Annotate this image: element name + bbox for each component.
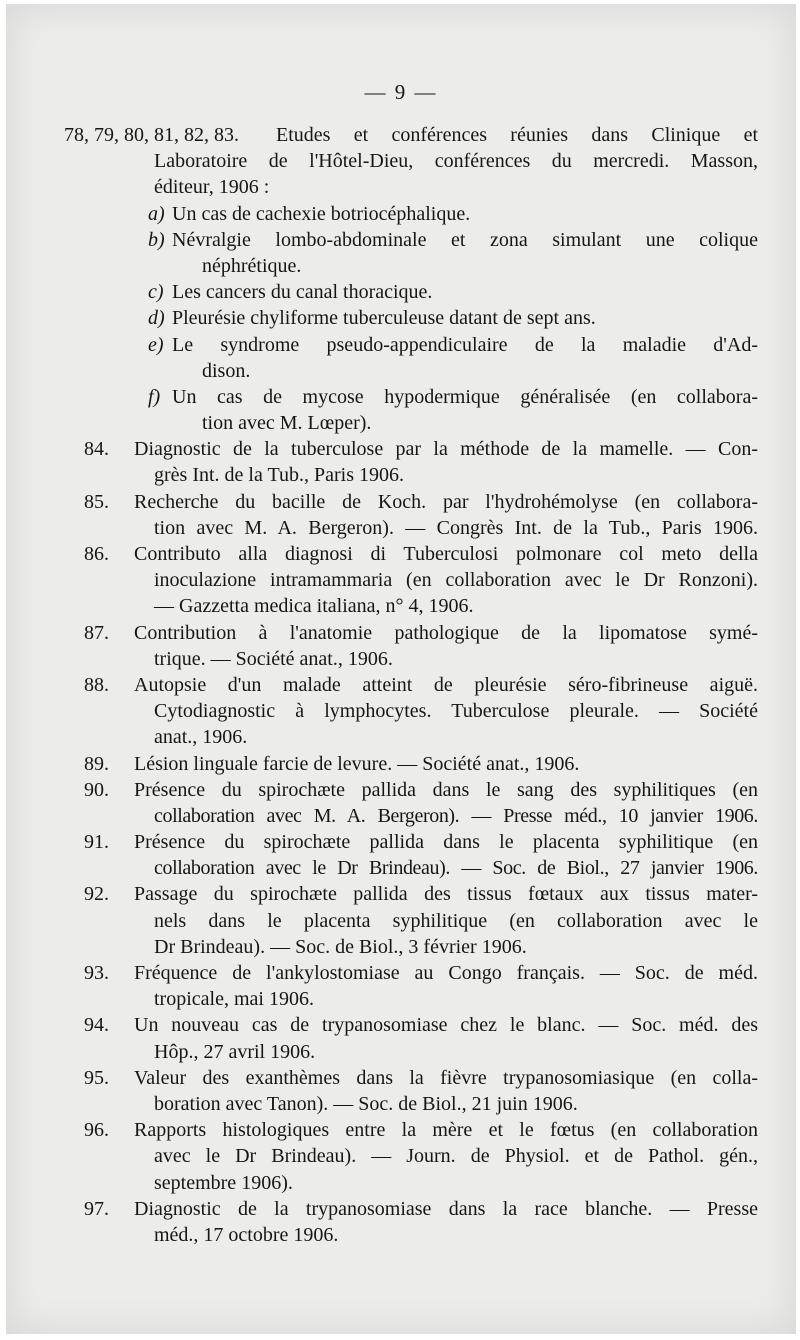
sub-item-line: dison. [202,359,251,382]
bibliography-entry [6,881,796,960]
entry-number: 88. [84,673,109,696]
bibliography-entry [6,1012,796,1064]
entry-number: 91. [84,831,109,854]
bibliography-entry [6,436,796,488]
entry-line: boration avec Tanon). — Soc. de Biol., 21 juin 1906. [154,1092,578,1115]
entry-line: Valeur des exanthèmes dans la fièvre trypanosomiasique (en colla- [134,1066,758,1089]
sub-item-label: c) [148,281,164,304]
entry-line: Passage du spirochæte pallida des tissus fœtaux aux tissus mater- [134,883,758,906]
entry-line: septembre 1906). [154,1171,293,1194]
entry-line: Laboratoire de l'Hôtel-Dieu, conférences du mercredi. Masson, [154,150,758,173]
entry-line: Diagnostic de la trypanosomiase dans la race blanche. — Presse [134,1197,758,1220]
entry-line: — Gazzetta medica italiana, n° 4, 1906. [154,595,474,618]
bibliography-entry [6,489,796,541]
bibliography-entry [6,1117,796,1196]
entry-number: 86. [84,543,109,565]
entry-number: 84. [84,438,109,461]
bibliography-entry [6,541,796,620]
entry-line: inoculazione intramammaria (en collaboration avec le Dr Ronzoni). [154,569,758,592]
entry-line: Recherche du bacille de Koch. par l'hydrohémolyse (en collabora- [134,490,758,513]
entry-line: avec le Dr Brindeau). — Journ. de Physiol. et de Pathol. gén., [154,1145,758,1168]
entry-line: nels dans le placenta syphilitique (en collaboration avec le [154,909,758,932]
bibliography-entry [6,829,796,881]
sub-item-line: Névralgie lombo-abdominale et zona simulant une colique [172,228,758,251]
bibliography-entry [6,777,796,829]
sub-item-label: b) [148,228,165,251]
sub-item-line: Le syndrome pseudo-appendiculaire de la maladie d'Ad- [172,333,758,356]
sub-item [148,332,758,384]
entry-line: Présence du spirochæte pallida dans le placenta syphilitique (en [134,831,758,854]
entry-line: grès Int. de la Tub., Paris 1906. [154,464,404,487]
entry-line: Présence du spirochæte pallida dans le sang des syphilitiques (en [134,778,758,801]
entry-line: Diagnostic de la tuberculose par la méthode de la mamelle. — Con- [134,438,758,461]
bibliography-entry [6,620,796,672]
entry-line: éditeur, 1906 : [154,176,270,199]
entry-line: collaboration avec le Dr Brindeau). — Soc. de Biol., 27 janvier 1906. [154,857,758,880]
bibliography-entry [6,1196,796,1248]
book-page [6,4,796,1334]
bibliography-entry [6,672,796,751]
sub-item-label: e) [148,333,164,356]
sub-item-line: tion avec M. Lœper). [202,412,372,435]
entry-number: 92. [84,883,109,906]
sub-item-label: f) [148,385,161,408]
entry-number: 89. [84,752,109,775]
entry-number: 90. [84,778,109,801]
sub-item-line: Pleurésie chyliforme tuberculeuse datant de sept ans. [172,307,596,330]
bibliography-list [6,122,796,1248]
bibliography-entry [6,751,796,777]
sub-item [148,279,758,305]
entry-line: Cytodiagnostic à lymphocytes. Tuberculose pleurale. — Société [154,700,758,723]
sub-item-label: d) [148,307,165,330]
entry-number: 96. [84,1119,109,1142]
sub-item [148,305,758,331]
entry-number: 93. [84,962,109,984]
sub-item-line: néphrétique. [202,254,302,277]
entry-line: Fréquence de l'ankylostomiase au Congo français. — Soc. de méd. [134,962,758,984]
entry-line: Un nouveau cas de trypanosomiase chez le blanc. — Soc. méd. des [134,1014,758,1037]
bibliography-entry [6,122,796,436]
entry-line: tropicale, mai 1906. [154,988,314,1011]
bibliography-entry [6,1065,796,1117]
page-number: — 9 — [364,80,438,104]
entry-line: trique. — Société anat., 1906. [154,647,393,670]
entry-number: 95. [84,1066,109,1089]
entry-line: tion avec M. A. Bergeron). — Congrès Int. de la Tub., Paris 1906. [154,516,758,539]
entry-line: collaboration avec M. A. Bergeron). — Presse méd., 10 janvier 1906. [154,804,758,827]
entry-line: Contribution à l'anatomie pathologique de la lipomatose symé- [134,621,758,644]
entry-line: Contributo alla diagnosi di Tuberculosi polmonare col meto della [134,543,758,565]
sub-item-line: Un cas de mycose hypodermique généralisée (en collabora- [172,385,758,408]
entry-line: anat., 1906. [154,726,248,749]
entry-line: Rapports histologiques entre la mère et le fœtus (en collaboration [134,1119,758,1142]
entry-line: Hôp., 27 avril 1906. [154,1040,316,1063]
entry-number: 97. [84,1197,109,1220]
entry-line: Lésion linguale farcie de levure. — Société anat., 1906. [134,752,580,775]
bibliography-entry [6,960,796,1012]
sub-item-line: Les cancers du canal thoracique. [172,281,433,304]
entry-number: 85. [84,490,109,513]
entry-number: 78, 79, 80, 81, 82, 83. [64,124,239,146]
sub-item [148,384,758,436]
entry-number: 94. [84,1014,109,1037]
entry-line: méd., 17 octobre 1906. [154,1223,339,1246]
sub-item-label: a) [148,202,165,225]
sub-item [148,201,758,227]
entry-line: Autopsie d'un malade atteint de pleurésie séro-fibrineuse aiguë. [134,673,758,696]
sub-item-line: Un cas de cachexie botriocéphalique. [172,202,471,225]
entry-line: Etudes et conférences réunies dans Clinique et [276,124,758,146]
entry-number: 87. [84,621,109,644]
sub-item [148,227,758,279]
entry-line: Dr Brindeau). — Soc. de Biol., 3 février 1906. [154,935,527,958]
